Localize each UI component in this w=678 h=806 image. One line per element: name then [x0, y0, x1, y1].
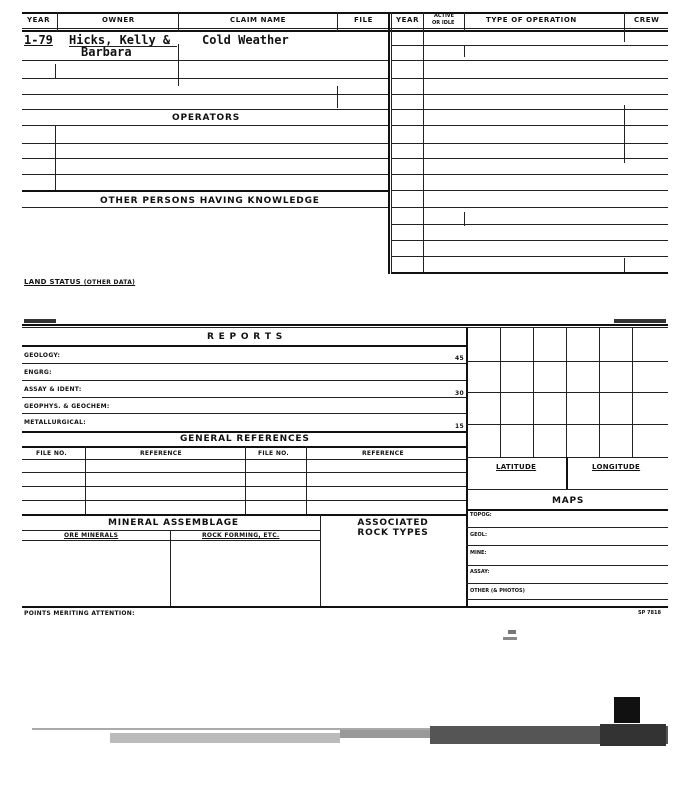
other-persons-title: OTHER PERSONS HAVING KNOWLEDGE — [100, 196, 320, 206]
other-photos-label: OTHER (& PHOTOS) — [470, 588, 525, 594]
entry-claim-name: Cold Weather — [202, 33, 289, 47]
ore-minerals-header: ORE MINERALS — [64, 532, 119, 539]
points-meriting-label: POINTS MERITING ATTENTION: — [24, 610, 135, 617]
margin-30: 30 — [455, 390, 464, 397]
land-status-subtitle: (OTHER DATA) — [83, 279, 136, 286]
file-no-header-2: FILE NO. — [258, 450, 290, 457]
land-status-label — [24, 278, 135, 286]
mine-label: MINE: — [470, 550, 487, 556]
geology-label: GEOLOGY: — [24, 352, 61, 359]
owner-header: OWNER — [102, 16, 135, 24]
general-references-title: GENERAL REFERENCES — [180, 434, 310, 444]
latitude-label: LATITUDE — [496, 463, 537, 471]
reference-header-2: REFERENCE — [362, 450, 404, 457]
active-header: ACTIVE — [434, 13, 455, 19]
land-status-title: LAND STATUS — [24, 278, 81, 286]
or-idle-header: OR IDLE — [432, 20, 455, 26]
associated-title: ASSOCIATED — [357, 518, 429, 528]
longitude-label: LONGITUDE — [592, 463, 641, 471]
file-header: FILE — [354, 16, 374, 24]
geol-label: GEOL: — [470, 532, 487, 538]
assay-ident-label: ASSAY & IDENT: — [24, 386, 82, 393]
entry-owner-line2: Barbara — [81, 45, 132, 59]
maps-title: MAPS — [552, 496, 585, 506]
claim-name-header: CLAIM NAME — [230, 16, 287, 24]
crew-header: CREW — [634, 16, 660, 24]
file-no-header-1: FILE NO. — [36, 450, 68, 457]
rock-types-title: ROCK TYPES — [357, 528, 429, 538]
reference-header-1: REFERENCE — [140, 450, 182, 457]
entry-year: 1-79 — [24, 33, 53, 47]
metallurgical-label: METALLURGICAL: — [24, 419, 86, 426]
margin-45: 45 — [455, 355, 464, 362]
year-header-right: YEAR — [396, 16, 420, 24]
reports-title: R E P O R T S — [207, 332, 284, 342]
topog-label: TOPOG: — [470, 512, 492, 518]
entry-owner-line1: Hicks, Kelly & — [69, 33, 171, 47]
rock-forming-header: ROCK FORMING, ETC. — [202, 532, 280, 539]
type-of-operation-header: TYPE OF OPERATION — [486, 16, 577, 24]
operators-title: OPERATORS — [172, 113, 240, 123]
form-code: SP 7818 — [638, 610, 661, 616]
margin-15: 15 — [455, 423, 464, 430]
assay-map-label: ASSAY: — [470, 569, 490, 575]
geophys-geochem-label: GEOPHYS. & GEOCHEM: — [24, 403, 110, 410]
mineral-assemblage-title: MINERAL ASSEMBLAGE — [108, 518, 239, 528]
engrg-label: ENGRG: — [24, 369, 52, 376]
year-header: YEAR — [27, 16, 51, 24]
